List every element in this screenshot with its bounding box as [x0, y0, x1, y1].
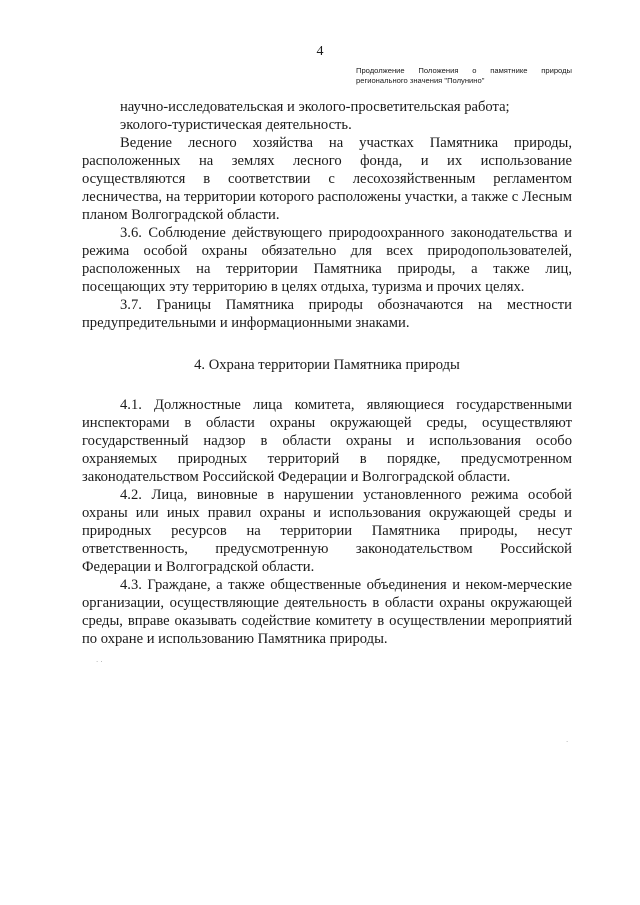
list-item-tourism: эколого-туристическая деятельность.: [120, 117, 352, 133]
paragraph-4-3: 4.3. Граждане, а также общественные объединения и неком-мерческие организации, осуществляющие деятельность в области охраны окружающей среды, вправе оказывать содействие комитету в осуществлении мероприятий по охране и использованию Памятника природы.: [82, 577, 572, 647]
paragraph-3-6: 3.6. Соблюдение действующего природоохранного законодательства и режима особой охраны обязательно для всех природопользователей, расположенных на территории Памятника природы, а также лиц, посещающих эту территорию в целях отдыха, туризма и прочих целях.: [82, 225, 572, 295]
running-head: Продолжение Положения о памятнике природы регионального значения "Полунино": [356, 66, 572, 85]
scan-speck: ·: [566, 738, 569, 746]
section-title: 4. Охрана территории Памятника природы: [194, 357, 460, 373]
paragraph-3-7: 3.7. Границы Памятника природы обозначаются на местности предупредительными и информационными знаками.: [82, 297, 572, 331]
scan-speck: · ·: [96, 658, 103, 666]
page-number: 4: [316, 44, 324, 59]
paragraph-4-1: 4.1. Должностные лица комитета, являющиеся государственными инспекторами в области охраны окружающей среды, осуществляют государственный надзор в области охраны и использования особо охраняемых природных территорий в порядке, предусмотренном законодательством Российской Федерации и Волгоградской области.: [82, 397, 572, 485]
paragraph-4-2: 4.2. Лица, виновные в нарушении установленного режима особой охраны или иных правил охраны и использования окружающей среды и природных ресурсов на территории Памятника природы, несут ответственность, предусмотренную законодательством Российской Федерации и Волгоградской области.: [82, 487, 572, 575]
document-body: [82, 98, 572, 648]
list-item-research: научно-исследовательская и эколого-просветительская работа;: [120, 99, 510, 115]
paragraph-forestry: Ведение лесного хозяйства на участках Памятника природы, расположенных на землях лесного фонда, и их использование осуществляются в соответствии с лесохозяйственным регламентом лесничества, на территории которого расположены участки, а также с Лесным планом Волгоградской области.: [82, 135, 572, 223]
